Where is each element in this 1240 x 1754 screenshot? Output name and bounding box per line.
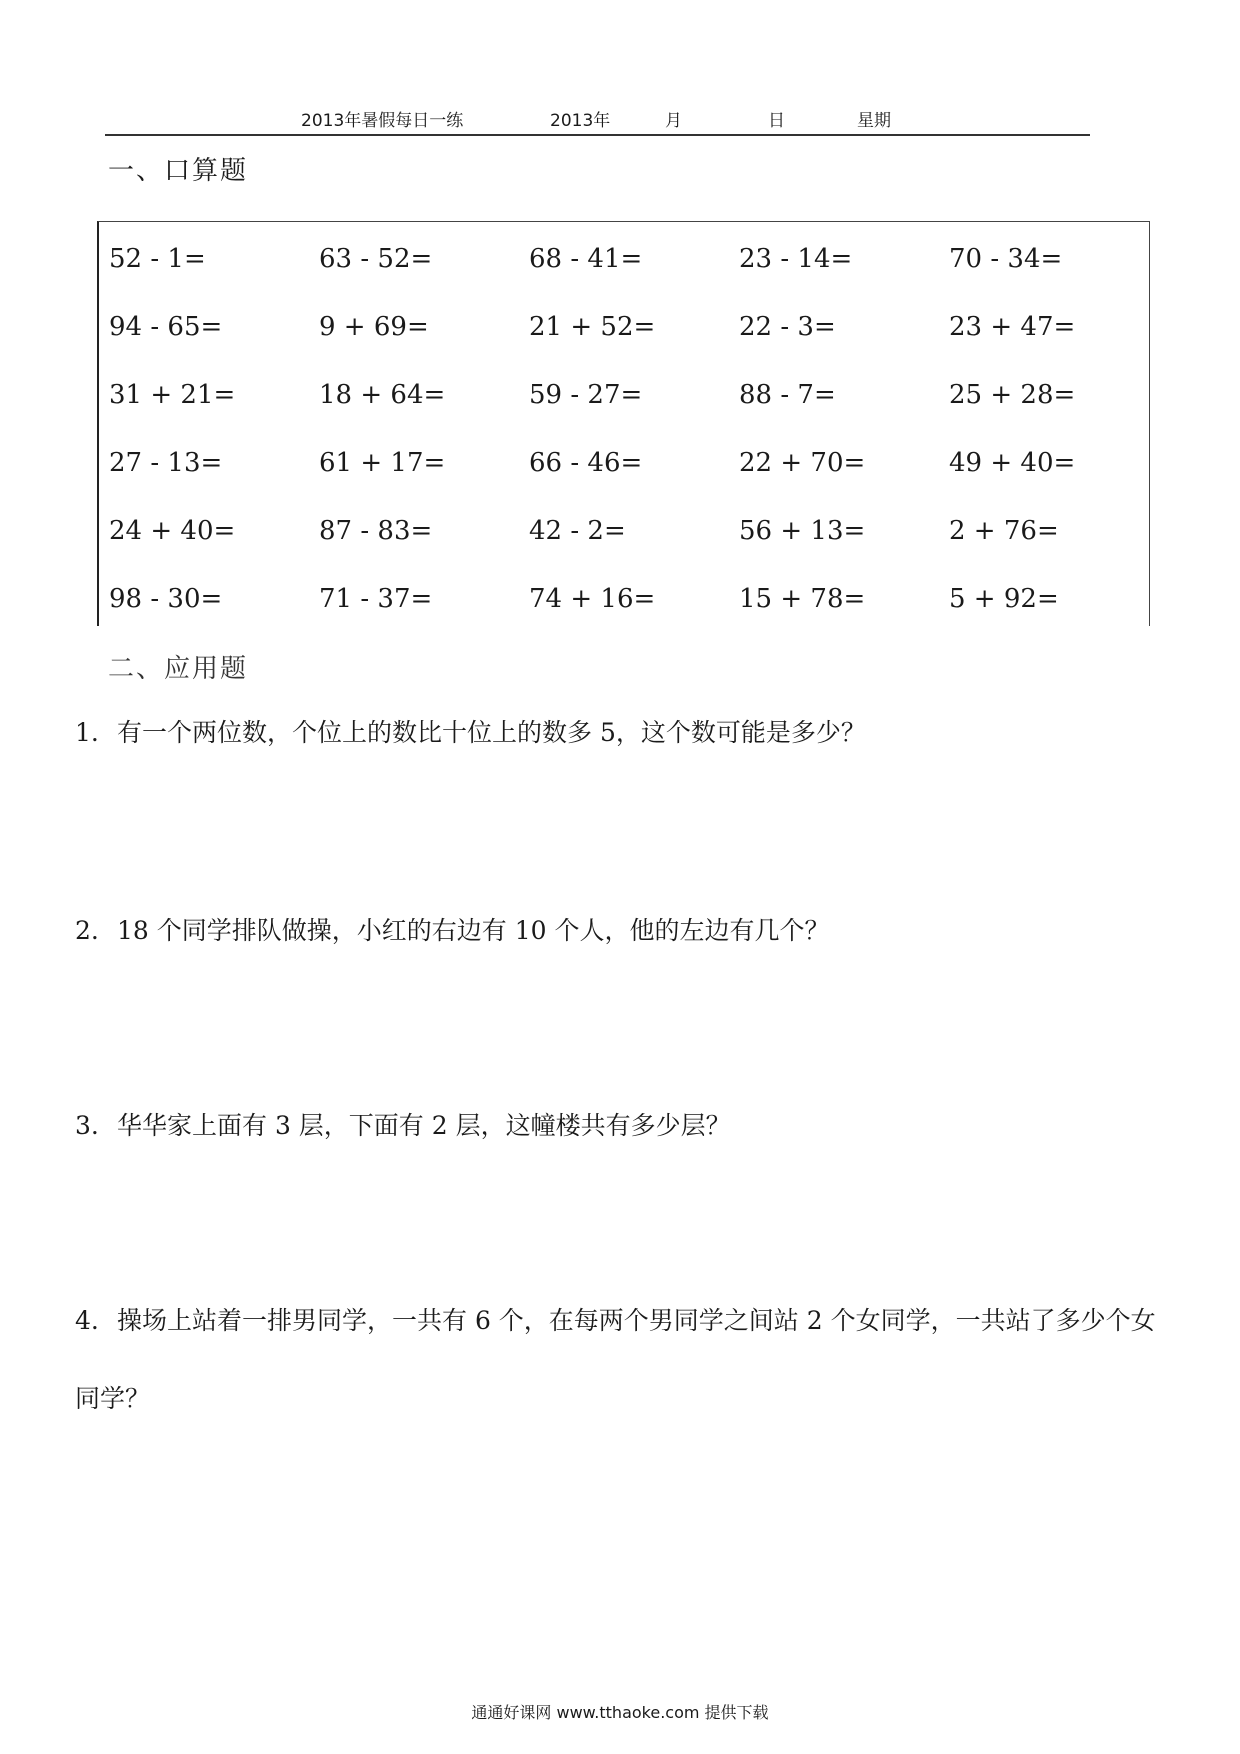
calc-problem: 25 + 28= [949, 380, 1076, 410]
calc-problem: 22 + 70= [739, 448, 866, 478]
question-number: 3. [75, 1111, 99, 1140]
mental-math-box [97, 221, 1150, 626]
calc-problem: 9 + 69= [319, 312, 429, 342]
calc-problem: 74 + 16= [529, 584, 656, 614]
calc-problem: 15 + 78= [739, 584, 866, 614]
calc-problem: 23 + 47= [949, 312, 1076, 342]
word-problem [75, 694, 1175, 772]
worksheet-header [105, 104, 1090, 136]
calc-row [99, 516, 1149, 556]
calc-row [99, 584, 1149, 624]
calc-problem: 22 - 3= [739, 312, 836, 342]
calc-problem: 31 + 21= [109, 380, 236, 410]
calc-problem: 87 - 83= [319, 516, 433, 546]
calc-problem: 2 + 76= [949, 516, 1059, 546]
calc-row [99, 380, 1149, 420]
question-number: 1. [75, 718, 99, 747]
calc-problem: 27 - 13= [109, 448, 223, 478]
header-day: 日 [768, 111, 785, 131]
calc-row [99, 312, 1149, 352]
question-text: 操场上站着一排男同学，一共有 6 个，在每两个男同学之间站 2 个女同学，一共站了多少个女同学？ [75, 1306, 1156, 1413]
header-month: 月 [665, 111, 682, 131]
calc-problem: 49 + 40= [949, 448, 1076, 478]
calc-problem: 71 - 37= [319, 584, 433, 614]
calc-problem: 66 - 46= [529, 448, 643, 478]
question-number: 4. [75, 1306, 99, 1335]
calc-problem: 52 - 1= [109, 244, 206, 274]
header-weekday: 星期 [857, 111, 891, 131]
word-problem [75, 892, 1175, 970]
calc-problem: 94 - 65= [109, 312, 223, 342]
calc-problem: 70 - 34= [949, 244, 1063, 274]
calc-problem: 24 + 40= [109, 516, 236, 546]
calc-problem: 88 - 7= [739, 380, 836, 410]
question-text: 有一个两位数，个位上的数比十位上的数多 5，这个数可能是多少？ [117, 718, 866, 747]
question-text: 华华家上面有 3 层，下面有 2 层，这幢楼共有多少层？ [117, 1111, 731, 1140]
calc-problem: 21 + 52= [529, 312, 656, 342]
calc-problem: 59 - 27= [529, 380, 643, 410]
calc-problem: 42 - 2= [529, 516, 626, 546]
question-number: 2. [75, 916, 99, 945]
calc-problem: 68 - 41= [529, 244, 643, 274]
calc-problem: 98 - 30= [109, 584, 223, 614]
footer-source: 通通好课网 www.tthaoke.com 提供下载 [471, 1703, 769, 1722]
calc-problem: 61 + 17= [319, 448, 446, 478]
section-title-mental-math: 一、口算题 [108, 156, 249, 186]
header-year: 2013年 [550, 111, 611, 131]
calc-row [99, 244, 1149, 284]
word-problem [75, 1282, 1175, 1438]
header-title: 2013年暑假每日一练 [301, 111, 464, 131]
calc-problem: 5 + 92= [949, 584, 1059, 614]
word-problem [75, 1087, 1175, 1165]
calc-problem: 63 - 52= [319, 244, 433, 274]
section-title-word-problems: 二、应用题 [108, 654, 249, 684]
calc-row [99, 448, 1149, 488]
calc-problem: 23 - 14= [739, 244, 853, 274]
calc-problem: 56 + 13= [739, 516, 866, 546]
calc-problem: 18 + 64= [319, 380, 446, 410]
question-text: 18 个同学排队做操，小红的右边有 10 个人，他的左边有几个？ [117, 916, 830, 945]
